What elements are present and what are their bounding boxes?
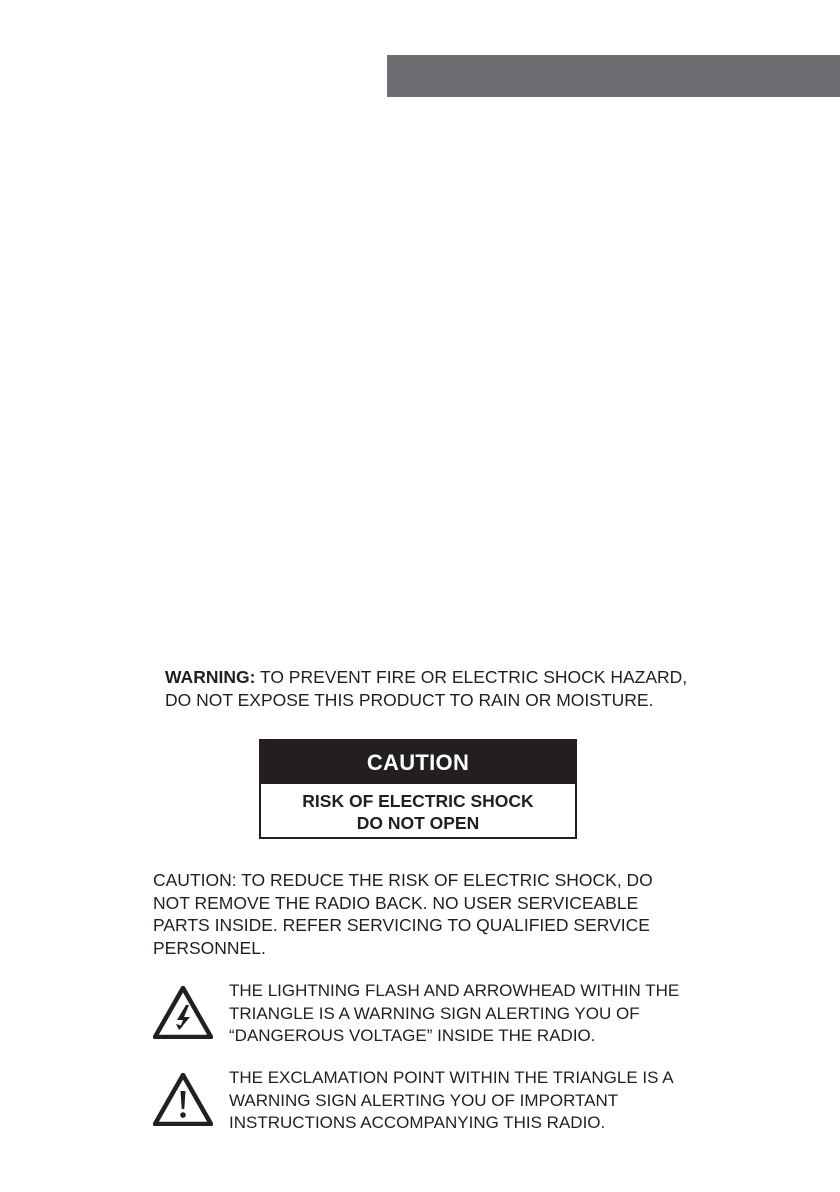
lightning-text-line: TRIANGLE IS A WARNING SIGN ALERTING YOU OF (229, 1003, 640, 1023)
lightning-warning-triangle-icon (153, 986, 213, 1039)
caution-box-line-2: DO NOT OPEN (356, 813, 480, 833)
caution-paragraph-line: PERSONNEL. (153, 937, 266, 958)
caution-box-title: CAUTION (261, 741, 575, 784)
caution-paragraph (153, 869, 713, 959)
warning-line-1 (165, 666, 725, 689)
exclamation-warning-triangle-icon (153, 1073, 213, 1126)
exclamation-text-line: INSTRUCTIONS ACCOMPANYING THIS RADIO. (229, 1113, 606, 1132)
lightning-text-line: “DANGEROUS VOLTAGE” INSIDE THE RADIO. (229, 1026, 596, 1045)
caution-box (259, 739, 577, 839)
caution-paragraph-line: NOT REMOVE THE RADIO BACK. NO USER SERVICEABLE (153, 892, 639, 913)
warning-notice (165, 666, 725, 712)
caution-paragraph-line: CAUTION: TO REDUCE THE RISK OF ELECTRIC SHOCK, DO (153, 870, 653, 890)
exclamation-text-line: WARNING SIGN ALERTING YOU OF IMPORTANT (229, 1090, 619, 1110)
caution-paragraph-line: PARTS INSIDE. REFER SERVICING TO QUALIFIED SERVICE (153, 915, 650, 935)
warning-label: WARNING: (165, 667, 256, 687)
warning-line-2: DO NOT EXPOSE THIS PRODUCT TO RAIN OR MOISTURE. (165, 690, 654, 710)
lightning-text-line: THE LIGHTNING FLASH AND ARROWHEAD WITHIN THE (229, 981, 680, 1000)
exclamation-text-line: THE EXCLAMATION POINT WITHIN THE TRIANGLE IS A (229, 1068, 674, 1087)
exclamation-symbol-text (229, 1067, 674, 1135)
caution-box-line-1: RISK OF ELECTRIC SHOCK (302, 791, 534, 811)
warning-text-1: TO PREVENT FIRE OR ELECTRIC SHOCK HAZARD, (255, 667, 688, 687)
lightning-symbol-text (229, 980, 679, 1048)
caution-box-body (261, 784, 575, 834)
header-bar (387, 55, 840, 97)
